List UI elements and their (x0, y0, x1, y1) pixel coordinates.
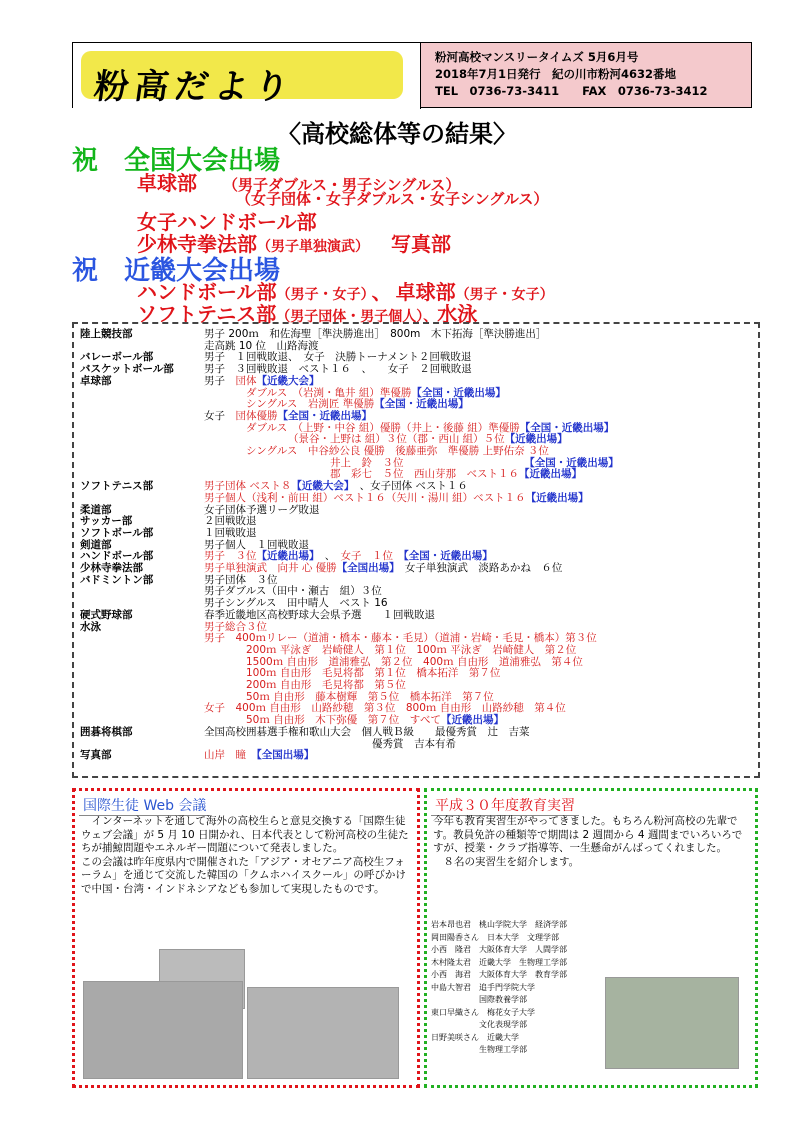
results-club-label: 写真部 (80, 749, 112, 762)
results-text: 【近畿出場】 (441, 714, 504, 727)
results-text: 男子単独演武 向井 心 優勝 (204, 562, 337, 574)
results-club-label: 囲碁将棋部 (80, 725, 133, 738)
results-table (72, 322, 760, 778)
results-club-label: ハンドボール部 (80, 550, 154, 563)
logo-title: 粉高だより (91, 67, 298, 107)
results-text: 、 (314, 550, 341, 563)
results-text: 女子 １位 (340, 550, 393, 563)
results-row (80, 657, 583, 668)
kinki-tt-detail: （男子・女子） (455, 287, 554, 303)
national-handball: 女子ハンドボール部 (137, 210, 317, 234)
results-text: 【近畿出場】 (519, 468, 582, 481)
results-text: 50ｍ 自由形 藤本樹輝 第５位 橋本拓洋 第７位 (246, 690, 494, 703)
results-club-label: バスケットボール部 (80, 363, 174, 376)
results-row (80, 703, 566, 714)
results-text: 男子団体 ３位 (204, 573, 278, 586)
results-text: 【近畿大会】 (256, 374, 320, 387)
kinki-soft-tennis: ソフトテニス部 (137, 302, 277, 326)
results-text: 【全国出場】 (336, 562, 395, 574)
teaching-practice-p2: ８名の実習生を紹介します。 (443, 855, 580, 868)
page-headline: 〈高校総体等の結果〉 (277, 120, 517, 148)
web-conference-p2: この会議は昨年度県内で開催された「アジア・オセアニア高校生フォーラム」を通じて交流した韓国の「クムホハイスクール」の呼びかけで中国・台湾・インドネシアなども参加して実現したものです。 (81, 855, 406, 895)
results-row (80, 645, 576, 656)
results-row (80, 633, 597, 644)
teaching-practice-title: 平成３０年度教育実習 (431, 795, 579, 816)
results-row (80, 668, 500, 679)
conference-photo-1 (83, 981, 243, 1079)
masthead (72, 42, 752, 108)
results-text: 200ｍ 自由形 毛見将都 第５位 (246, 679, 406, 691)
results-text: 【全国・近畿出場】 (519, 421, 615, 434)
results-text: 女子 400ｍ 自由形 山路紗穂 第３位 800ｍ 自由形 山路紗穂 第４位 (204, 702, 566, 715)
results-row (80, 446, 549, 457)
web-conference-box (72, 788, 420, 1088)
results-text: 、女子団体 ベスト１６ (349, 480, 468, 493)
results-text: 女子団体予選リーグ敗退 (204, 503, 320, 516)
results-text: ２回戦敗退 (204, 515, 257, 528)
results-text: 男子個人（浅利・前田 組）ベスト１６（矢川・湯川 組）ベスト１６ (204, 491, 526, 504)
results-text: 【全国・近畿出場】 (393, 550, 493, 563)
results-row (80, 376, 320, 387)
results-text: 山岸 瞳 (204, 749, 246, 762)
results-text: 【近畿出場】 (256, 550, 315, 563)
results-row (80, 516, 257, 527)
results-row (80, 563, 562, 574)
results-row (80, 680, 406, 691)
results-text: 男子個人 １回戦敗退 (204, 538, 309, 551)
results-row (80, 505, 320, 516)
results-row (80, 434, 568, 445)
masthead-line-3: TEL 0736-73-3411 FAX 0736-73-3412 (435, 84, 708, 98)
results-text: シングルス 中谷紗公良 優勝 後藤亜弥 準優勝 上野佑奈 ３位 (246, 445, 549, 457)
results-text: 春季近畿地区高校野球大会県予選 １回戦敗退 (204, 608, 435, 621)
results-row (80, 727, 530, 738)
results-row (80, 399, 469, 410)
results-row (80, 411, 372, 422)
results-row (80, 423, 614, 434)
results-row (80, 352, 471, 363)
results-club-label: 卓球部 (80, 374, 112, 387)
results-row (80, 715, 504, 726)
web-conference-p1: インターネットを通して海外の高校生らと意見交換する「国際生徒ウェブ会議」が 5 月 10 日開かれ、日本代表として粉河高校の生徒たちが捕鯨問題やエネルギー問題について発表しました。 (81, 815, 409, 854)
results-row (80, 610, 435, 621)
kinki-separator: 、 (371, 280, 392, 304)
results-row (80, 739, 456, 750)
national-tt-name: 卓球部 (137, 171, 197, 195)
national-title: 祝 全国大会出場 (72, 146, 281, 176)
results-club-label: 剣道部 (80, 538, 112, 551)
web-conference-title: 国際生徒 Web 会議 (79, 795, 210, 816)
results-text: 井上 鈴 ３位 (330, 456, 404, 469)
results-row (80, 388, 506, 399)
results-text: 【近畿大会】 (291, 480, 350, 493)
masthead-line-1: 粉河高校マンスリータイムズ 5月6月号 (435, 50, 639, 64)
kinki-handball: ハンドボール部 (137, 280, 277, 304)
national-tt-detail-1: （男子ダブルス・男子シングルス） (223, 176, 461, 194)
logo-badge (81, 51, 403, 107)
kinki-swim: 水泳 (437, 302, 478, 326)
results-text: 男子シングルス 田中晴人 ベスト 16 (204, 597, 388, 610)
results-text: 200ｍ 平泳ぎ 岩崎健人 第１位 100ｍ 平泳ぎ 岩崎健人 第２位 (246, 643, 577, 656)
web-conference-text (81, 815, 413, 896)
results-text: ダブルス （岩渕・亀井 組）準優勝 (246, 386, 412, 399)
results-row (80, 586, 382, 597)
kinki-handball-detail: （男子・女子） (276, 287, 368, 303)
trainee-list: 岩本昂也君 桃山学院大学 経済学部 岡田陽香さん 日本大学 文理学部 小西 隆君 大阪体育大学 人間学部 木村隆太君 近畿大学 生物理工学部 小西 海君 大阪体育大学 教育学部 中島大智君 追手門学院大学 国際教養学部 東口早織さん 梅花女子大学 文化表現学部 日野美咲さん 近畿大学 生物理工学部 (431, 920, 567, 1054)
results-club-label: 水泳 (80, 620, 101, 633)
national-photo: 写真部 (391, 232, 451, 256)
results-row (80, 469, 582, 480)
results-row (80, 540, 309, 551)
results-club-label: バドミントン部 (80, 573, 154, 586)
kinki-title: 祝 近畿大会出場 (72, 256, 281, 286)
results-club-label: 陸上競技部 (80, 328, 133, 340)
results-text: 【全国・近畿出場】 (277, 409, 372, 422)
results-row (80, 598, 388, 609)
conference-photo-2 (247, 987, 399, 1079)
results-text: 50ｍ 自由形 木下弥優 第７位 すべて (246, 714, 441, 727)
results-row (80, 528, 257, 539)
results-row (80, 493, 589, 504)
national-shorinji: 少林寺拳法部 (137, 232, 257, 256)
masthead-line-2: 2018年7月1日発行 紀の川市粉河4632番地 (435, 67, 677, 81)
results-club-label: 少林寺拳法部 (80, 562, 143, 574)
results-text: 女子単独演武 淡路あかね ６位 (394, 562, 563, 574)
results-text: 優秀賞 吉本有希 (372, 737, 456, 750)
results-text: 【全国・近畿出場】 (403, 456, 619, 469)
teaching-practice-text (433, 815, 751, 869)
results-text: 【近畿出場】 (504, 433, 568, 446)
results-text: 女子 (204, 409, 236, 422)
trainees-photo (605, 977, 739, 1069)
logo-panel (73, 43, 421, 109)
results-row (80, 551, 493, 562)
kinki-st-detail: （男子団体・男子個人）、 (276, 309, 438, 325)
results-club-label: 硬式野球部 (80, 608, 133, 621)
results-club-label: ソフトテニス部 (80, 480, 154, 493)
results-text: 全国高校囲碁選手権和歌山大会 個人戦Ｂ級 最優秀賞 辻 吉菜 (204, 725, 530, 738)
results-text: 1500ｍ 自由形 道浦雅弘 第２位 400ｍ 自由形 道浦雅弘 第４位 (246, 655, 583, 668)
results-text: 男子 ３回戦敗退 ベスト１６ 、 女子 ２回戦敗退 (204, 363, 472, 376)
teaching-practice-box (424, 788, 758, 1088)
results-text: 【全国・近畿出場】 (411, 386, 506, 399)
results-club-label: バレーボール部 (80, 351, 154, 364)
results-text: 男子 １回戦敗退、 女子 決勝トーナメント２回戦敗退 (204, 351, 472, 364)
results-text: 男子 200ｍ 和佐海聖［準決勝進出］ 800m 木下拓海［準決勝進出］ (204, 328, 547, 340)
results-club-label: サッカー部 (80, 515, 133, 528)
results-text: 男子 ３位 (204, 550, 257, 563)
results-text: 男子総合３位 (204, 620, 267, 633)
results-text: 郡 彩七 ５位 西山芽那 ベスト１６ (330, 468, 519, 481)
results-text: 男子ダブルス（田中・瀬古 組）３位 (204, 585, 382, 598)
results-club-label: ソフトボール部 (80, 526, 154, 539)
national-shorinji-detail: （男子単独演武） (257, 239, 369, 255)
teaching-practice-p1: 今年も教育実習生がやってきました。もちろん粉河高校の先輩です。教員免許の種類等で期間は 2 週間から 4 週間までいろいろですが、授業・クラブ指導等、一生懸命がんばってくれました。 (433, 815, 743, 854)
results-text: 団体優勝 (235, 409, 278, 422)
results-row (80, 329, 546, 340)
results-row (80, 481, 468, 492)
results-text: １回戦敗退 (204, 526, 257, 539)
results-text: （景谷・上野は 組）３位（郡・西山 組）５位 (288, 433, 505, 446)
results-text: 走高跳 10 位 山路海渡 (204, 339, 319, 352)
results-row (80, 622, 267, 633)
results-text: シングルス 岩渕匠 準優勝 (246, 398, 375, 411)
results-text: 男子 (204, 374, 236, 387)
results-text: 100ｍ 自由形 毛見将都 第１位 橋本拓洋 第７位 (246, 667, 501, 680)
results-text: 男子 400ｍリレー（道浦・橋本・藤本・毛見）（道浦・岩崎・毛見・橋本）第３位 (204, 632, 597, 645)
results-text: 【全国・近畿出場】 (374, 398, 469, 411)
results-text: 【全国出場】 (246, 749, 315, 762)
results-text: 男子団体 ベスト８ (204, 480, 292, 493)
results-text: 【近畿出場】 (525, 491, 589, 504)
results-text: 団体 (235, 374, 257, 387)
results-row (80, 364, 472, 375)
results-club-label: 柔道部 (80, 503, 112, 516)
masthead-info (435, 49, 707, 100)
national-tt-detail-2: （女子団体・女子ダブルス・女子シングルス） (236, 190, 549, 208)
results-text: ダブルス （上野・中谷 組）優勝（井上・後藤 組）準優勝 (246, 421, 520, 434)
kinki-table-tennis: 卓球部 (395, 280, 456, 304)
results-row (80, 750, 314, 761)
